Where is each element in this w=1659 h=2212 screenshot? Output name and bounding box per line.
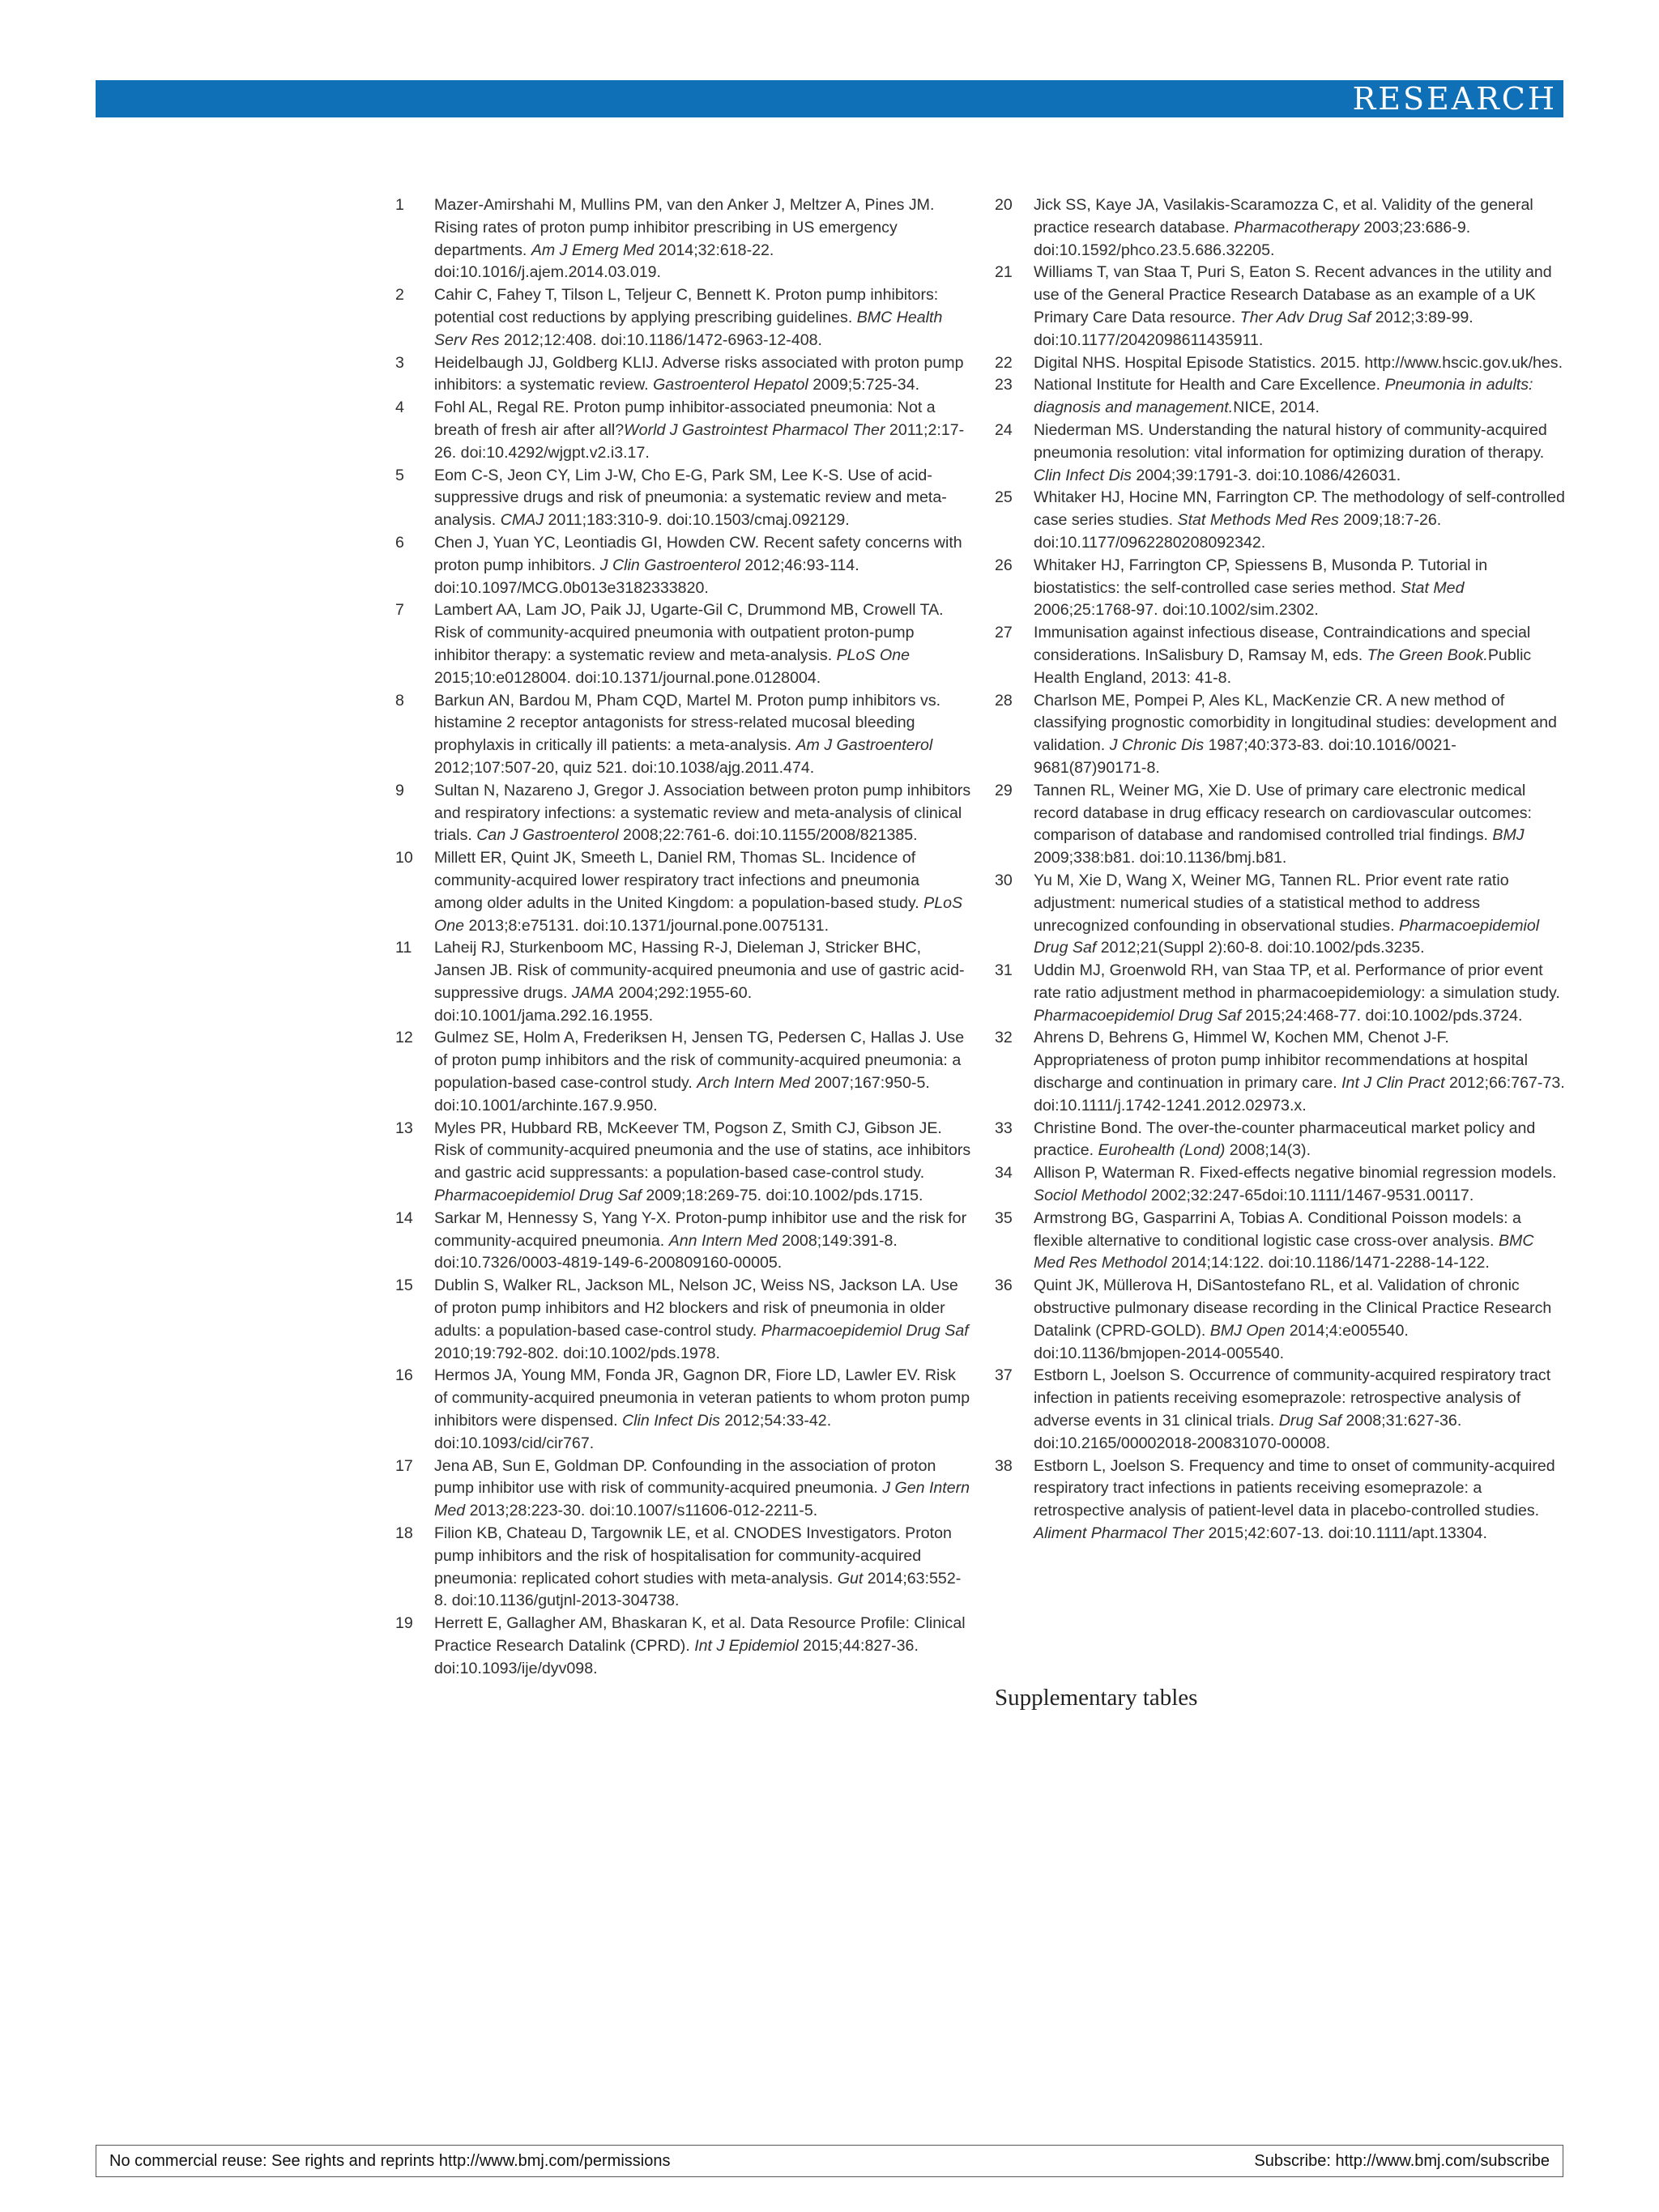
supplementary-tables-heading: Supplementary tables bbox=[995, 1685, 1198, 1711]
journal-title: Stat Med bbox=[1401, 578, 1465, 597]
reference-fragment: Christine Bond. The over-the-counter pharmaceutical market policy and practice. bbox=[1034, 1119, 1536, 1160]
reference-text bbox=[434, 1208, 972, 1275]
journal-title: Gut bbox=[837, 1569, 864, 1588]
reference-item bbox=[395, 847, 972, 937]
reference-text bbox=[434, 1027, 972, 1117]
reference-item bbox=[995, 487, 1565, 554]
reference-fragment: 2012;46:93-114. doi:10.1097/MCG.0b013e3182333820. bbox=[434, 556, 859, 597]
journal-title: Clin Infect Dis bbox=[622, 1412, 720, 1430]
reference-item bbox=[395, 780, 972, 847]
reference-number: 14 bbox=[395, 1208, 413, 1227]
reference-fragment: Estborn L, Joelson S. Occurrence of community-acquired respiratory tract infection in patients receiving esomeprazole: retrospective analysis of adverse events in 31 clinical trials. bbox=[1034, 1366, 1551, 1430]
reference-item bbox=[395, 397, 972, 464]
reference-fragment: Quint JK, Müllerova H, DiSantostefano RL, et al. Validation of chronic obstructive pulmonary disease recording in the Clinical Practice Research Datalink (CPRD-GOLD). bbox=[1034, 1276, 1552, 1340]
reference-item bbox=[395, 532, 972, 599]
reference-number: 28 bbox=[995, 691, 1013, 710]
reference-fragment: 2011;2:17-26. doi:10.4292/wjgpt.v2.i3.17. bbox=[434, 420, 965, 462]
reference-fragment: 2014;32:618-22. doi:10.1016/j.ajem.2014.03.019. bbox=[434, 241, 774, 282]
reference-fragment: Cahir C, Fahey T, Tilson L, Teljeur C, Bennett K. Proton pump inhibitors: potential cost reductions by applying prescribing guidelines. bbox=[434, 286, 939, 326]
reference-fragment: 2007;167:950-5. doi:10.1001/archinte.167.9.950. bbox=[434, 1074, 930, 1115]
reference-text bbox=[434, 532, 972, 599]
reference-number: 35 bbox=[995, 1208, 1013, 1227]
reference-number: 36 bbox=[995, 1276, 1013, 1295]
reference-text bbox=[1034, 420, 1565, 487]
reference-number: 23 bbox=[995, 376, 1013, 394]
page-footer bbox=[96, 2145, 1563, 2177]
reference-fragment: 2012;3:89-99. doi:10.1177/2042098611435911. bbox=[1034, 308, 1473, 349]
reference-text bbox=[434, 1365, 972, 1455]
reference-number: 7 bbox=[395, 601, 404, 620]
reference-fragment: 2015;10:e0128004. doi:10.1371/journal.pone.0128004. bbox=[434, 668, 821, 687]
reference-fragment: Charlson ME, Pompei P, Ales KL, MacKenzie CR. A new method of classifying prognostic comorbidity in longitudinal studies: development and validation. bbox=[1034, 691, 1557, 755]
reference-fragment: Laheij RJ, Sturkenboom MC, Hassing R-J, Dieleman J, Stricker BHC, Jansen JB. Risk of community-acquired pneumonia and use of gastric acid-suppressive drugs. bbox=[434, 939, 965, 1002]
reference-item bbox=[395, 690, 972, 780]
reference-fragment: Immunisation against infectious disease, Contraindications and special considerations. InSalisbury D, Ramsay M, eds. bbox=[1034, 624, 1531, 664]
reference-text bbox=[1034, 352, 1565, 375]
reference-number: 30 bbox=[995, 871, 1013, 889]
reference-fragment: NICE, 2014. bbox=[1233, 399, 1320, 417]
reference-item bbox=[395, 352, 972, 398]
reference-fragment: Lambert AA, Lam JO, Paik JJ, Ugarte-Gil C, Drummond MB, Crowell TA. Risk of community-acquired pneumonia with outpatient proton-pump inhibitor therapy: a systematic review and meta-analysis. bbox=[434, 601, 944, 664]
reference-fragment: 2014;4:e005540. doi:10.1136/bmjopen-2014-005540. bbox=[1034, 1321, 1409, 1362]
reference-item bbox=[995, 1455, 1565, 1545]
reference-fragment: 2009;18:7-26. doi:10.1177/0962280208092342. bbox=[1034, 511, 1442, 552]
reference-number: 9 bbox=[395, 781, 404, 799]
reference-item bbox=[395, 937, 972, 1027]
reference-item bbox=[995, 1118, 1565, 1163]
journal-title: Ther Adv Drug Saf bbox=[1239, 308, 1371, 326]
reference-fragment: 2015;44:827-36. doi:10.1093/ije/dyv098. bbox=[434, 1637, 919, 1677]
reference-text bbox=[434, 1455, 972, 1523]
reference-number: 12 bbox=[395, 1029, 413, 1047]
reference-fragment: Estborn L, Joelson S. Frequency and time to onset of community-acquired respiratory tract infections in patients receiving esomeprazole: a retrospective analysis of patient-level data in placebo-controlled studies. bbox=[1034, 1456, 1555, 1520]
reference-number: 3 bbox=[395, 353, 404, 372]
reference-number: 38 bbox=[995, 1456, 1013, 1475]
reference-fragment: 2008;14(3). bbox=[1225, 1141, 1311, 1160]
reference-fragment: Whitaker HJ, Farrington CP, Spiessens B, Musonda P. Tutorial in biostatistics: the self-controlled case series method. bbox=[1034, 556, 1488, 597]
reference-number: 5 bbox=[395, 466, 404, 484]
reference-fragment: 2006;25:1768-97. doi:10.1002/sim.2302. bbox=[1034, 601, 1319, 620]
reference-item bbox=[395, 1613, 972, 1680]
reference-fragment: Digital NHS. Hospital Episode Statistics. 2015. http://www.hscic.gov.uk/hes. bbox=[1034, 353, 1563, 372]
reference-fragment: 2002;32:247-65doi:10.1111/1467-9531.00117. bbox=[1146, 1187, 1474, 1205]
reference-fragment: Heidelbaugh JJ, Goldberg KLIJ. Adverse risks associated with proton pump inhibitors: a systematic review. bbox=[434, 353, 964, 394]
journal-title: Sociol Methodol bbox=[1034, 1187, 1147, 1205]
journal-title: J Clin Gastroenterol bbox=[599, 556, 740, 574]
reference-fragment: 2009;5:725-34. bbox=[808, 376, 920, 394]
reference-fragment: Ahrens D, Behrens G, Himmel W, Kochen MM, Chenot J-F. Appropriateness of proton pump inhibitor recommendations at hospital discharge and continuation in primary care. bbox=[1034, 1029, 1528, 1093]
footer-subscribe-text: Subscribe: http://www.bmj.com/subscribe bbox=[1254, 2151, 1550, 2170]
reference-text bbox=[1034, 555, 1565, 622]
reference-fragment: Jena AB, Sun E, Goldman DP. Confounding in the association of proton pump inhibitor use with risk of community-acquired pneumonia. bbox=[434, 1456, 936, 1498]
reference-fragment: 2008;22:761-6. doi:10.1155/2008/821385. bbox=[618, 826, 918, 845]
reference-fragment: 2008;31:627-36. doi:10.2165/00002018-200831070-00008. bbox=[1034, 1412, 1462, 1452]
reference-item bbox=[995, 352, 1565, 375]
reference-fragment: 2012;54:33-42. doi:10.1093/cid/cir767. bbox=[434, 1412, 832, 1452]
journal-title: Pharmacoepidemiol Drug Saf bbox=[1034, 1006, 1241, 1025]
journal-title: Arch Intern Med bbox=[697, 1074, 810, 1093]
reference-number: 16 bbox=[395, 1366, 413, 1385]
reference-item bbox=[395, 284, 972, 352]
reference-item bbox=[395, 1118, 972, 1208]
journal-title: Int J Epidemiol bbox=[694, 1637, 799, 1655]
journal-title: Int J Clin Pract bbox=[1341, 1074, 1445, 1093]
reference-item bbox=[995, 1027, 1565, 1117]
journal-title: BMJ Open bbox=[1209, 1321, 1286, 1340]
reference-number: 19 bbox=[395, 1614, 413, 1633]
journal-title: BMJ bbox=[1492, 826, 1525, 845]
reference-text bbox=[1034, 487, 1565, 554]
reference-item bbox=[995, 1365, 1565, 1455]
reference-text bbox=[434, 284, 972, 352]
reference-number: 34 bbox=[995, 1164, 1013, 1183]
reference-text bbox=[1034, 780, 1565, 870]
reference-text bbox=[434, 1275, 972, 1365]
reference-item bbox=[395, 1275, 972, 1365]
reference-text bbox=[434, 937, 972, 1027]
reference-fragment: 2009;18:269-75. doi:10.1002/pds.1715. bbox=[641, 1187, 923, 1205]
journal-title: Ann Intern Med bbox=[668, 1231, 778, 1250]
reference-fragment: Public Health England, 2013: 41-8. bbox=[1034, 646, 1532, 687]
reference-item bbox=[995, 374, 1565, 420]
reference-fragment: 2014;14:122. doi:10.1186/1471-2288-14-122. bbox=[1166, 1254, 1490, 1272]
reference-fragment: 2015;42:607-13. doi:10.1111/apt.13304. bbox=[1204, 1524, 1487, 1543]
reference-fragment: 2012;12:408. doi:10.1186/1472-6963-12-408. bbox=[499, 330, 822, 349]
reference-fragment: Gulmez SE, Holm A, Frederiksen H, Jensen TG, Pedersen C, Hallas J. Use of proton pump inhibitors and the risk of community-acquired pneumonia: a population-based case-control study. bbox=[434, 1029, 965, 1093]
reference-fragment: 2012;21(Suppl 2):60-8. doi:10.1002/pds.3235. bbox=[1096, 939, 1425, 957]
journal-title: CMAJ bbox=[500, 511, 544, 530]
reference-fragment: Eom C-S, Jeon CY, Lim J-W, Cho E-G, Park SM, Lee K-S. Use of acid-suppressive drugs and risk of pneumonia: a systematic review and meta-analysis. bbox=[434, 466, 947, 530]
reference-fragment: Whitaker HJ, Hocine MN, Farrington CP. The methodology of self-controlled case series studies. bbox=[1034, 488, 1565, 530]
reference-fragment: 2004;292:1955-60. doi:10.1001/jama.292.16.1955. bbox=[434, 983, 753, 1025]
journal-title: Eurohealth (Lond) bbox=[1098, 1141, 1226, 1160]
reference-number: 22 bbox=[995, 353, 1013, 372]
references-left-column bbox=[395, 194, 972, 1681]
reference-item bbox=[995, 420, 1565, 487]
reference-item bbox=[995, 870, 1565, 960]
reference-fragment: 2010;19:792-802. doi:10.1002/pds.1978. bbox=[434, 1344, 720, 1362]
journal-title: Pneumonia in adults: diagnosis and management. bbox=[1034, 376, 1533, 417]
reference-text bbox=[1034, 262, 1565, 352]
reference-number: 26 bbox=[995, 556, 1013, 574]
reference-item bbox=[995, 690, 1565, 780]
reference-item bbox=[995, 262, 1565, 352]
journal-title: BMC Med Res Methodol bbox=[1034, 1231, 1534, 1272]
reference-fragment: Millett ER, Quint JK, Smeeth L, Daniel RM, Thomas SL. Incidence of community-acquired lower respiratory tract infections and pneumonia among older adults in the United Kingdom: a population-based study. bbox=[434, 849, 924, 912]
reference-fragment: Dublin S, Walker RL, Jackson ML, Nelson JC, Weiss NS, Jackson LA. Use of proton pump inhibitors and H2 blockers and risk of pneumonia in older adults: a population-based case-control study. bbox=[434, 1276, 958, 1340]
journal-title: Am J Gastroenterol bbox=[795, 736, 933, 755]
reference-number: 6 bbox=[395, 533, 404, 552]
journal-title: Pharmacotherapy bbox=[1234, 218, 1359, 237]
footer-permissions-text: No commercial reuse: See rights and reprints http://www.bmj.com/permissions bbox=[109, 2151, 671, 2170]
reference-text bbox=[434, 1523, 972, 1613]
reference-item bbox=[395, 465, 972, 532]
section-banner bbox=[96, 80, 1563, 117]
reference-fragment: Tannen RL, Weiner MG, Xie D. Use of primary care electronic medical record database in drug efficacy research on cardiovascular outcomes: comparison of database and randomised controlled trial findings. bbox=[1034, 781, 1532, 845]
reference-number: 15 bbox=[395, 1276, 413, 1295]
reference-fragment: Herrett E, Gallagher AM, Bhaskaran K, et al. Data Resource Profile: Clinical Practice Research Datalink (CPRD). bbox=[434, 1614, 966, 1655]
reference-fragment: 2011;183:310-9. doi:10.1503/cmaj.092129. bbox=[544, 511, 850, 530]
reference-number: 37 bbox=[995, 1366, 1013, 1385]
reference-fragment: 2004;39:1791-3. doi:10.1086/426031. bbox=[1131, 466, 1401, 484]
reference-text bbox=[1034, 870, 1565, 960]
reference-fragment: Filion KB, Chateau D, Targownik LE, et al. CNODES Investigators. Proton pump inhibitors and the risk of hospitalisation for community-acquired pneumonia: replicated cohort studies with meta-analysis. bbox=[434, 1524, 952, 1588]
journal-title: World J Gastrointest Pharmacol Ther bbox=[624, 420, 885, 439]
reference-fragment: 2003;23:686-9. doi:10.1592/phco.23.5.686.32205. bbox=[1034, 218, 1471, 259]
reference-text bbox=[434, 352, 972, 398]
reference-fragment: Chen J, Yuan YC, Leontiadis GI, Howden CW. Recent safety concerns with proton pump inhibitors. bbox=[434, 533, 962, 574]
reference-item bbox=[395, 1027, 972, 1117]
reference-text bbox=[1034, 1118, 1565, 1163]
reference-text bbox=[1034, 1275, 1565, 1365]
reference-fragment: Fohl AL, Regal RE. Proton pump inhibitor-associated pneumonia: Not a breath of fresh air after all? bbox=[434, 399, 936, 439]
reference-text bbox=[1034, 194, 1565, 262]
reference-fragment: Sultan N, Nazareno J, Gregor J. Association between proton pump inhibitors and respiratory infections: a systematic review and meta-analysis of clinical trials. bbox=[434, 781, 971, 845]
reference-item bbox=[995, 555, 1565, 622]
reference-item bbox=[995, 1162, 1565, 1208]
journal-title: Pharmacoepidemiol Drug Saf bbox=[761, 1321, 969, 1340]
reference-fragment: Barkun AN, Bardou M, Pham CQD, Martel M. Proton pump inhibitors vs. histamine 2 receptor antagonists for stress-related mucosal bleeding prophylaxis in critically ill patients: a meta-analysis. bbox=[434, 691, 941, 755]
reference-item bbox=[995, 1275, 1565, 1365]
reference-text bbox=[434, 1613, 972, 1680]
journal-title: The Green Book. bbox=[1367, 646, 1488, 664]
journal-title: Pharmacoepidemiol Drug Saf bbox=[1034, 916, 1540, 957]
reference-number: 25 bbox=[995, 488, 1013, 507]
reference-number: 11 bbox=[395, 939, 412, 957]
reference-item bbox=[995, 1208, 1565, 1275]
reference-number: 8 bbox=[395, 691, 404, 710]
reference-text bbox=[434, 847, 972, 937]
reference-fragment: 2012;66:767-73. doi:10.1111/j.1742-1241.2012.02973.x. bbox=[1034, 1074, 1565, 1115]
reference-number: 2 bbox=[395, 286, 404, 305]
journal-title: Stat Methods Med Res bbox=[1177, 511, 1339, 530]
reference-fragment: Armstrong BG, Gasparrini A, Tobias A. Conditional Poisson models: a flexible alternative to conditional logistic case cross-over analysis. bbox=[1034, 1208, 1521, 1250]
reference-number: 32 bbox=[995, 1029, 1013, 1047]
reference-number: 10 bbox=[395, 849, 413, 867]
reference-item bbox=[995, 960, 1565, 1027]
reference-fragment: Uddin MJ, Groenwold RH, van Staa TP, et al. Performance of prior event rate ratio adjustment method in pharmacoepidemiology: a simulation study. bbox=[1034, 961, 1560, 1002]
reference-fragment: 2014;63:552-8. doi:10.1136/gutjnl-2013-304738. bbox=[434, 1569, 962, 1610]
reference-text bbox=[1034, 1365, 1565, 1455]
journal-title: PLoS One bbox=[836, 646, 911, 664]
journal-title: JAMA bbox=[571, 983, 615, 1002]
reference-fragment: Jick SS, Kaye JA, Vasilakis-Scaramozza C, et al. Validity of the general practice research database. bbox=[1034, 196, 1533, 237]
references-right-column bbox=[995, 194, 1565, 1545]
reference-number: 13 bbox=[395, 1119, 413, 1137]
reference-fragment: 1987;40:373-83. doi:10.1016/0021-9681(87)90171-8. bbox=[1034, 736, 1456, 777]
reference-text bbox=[1034, 374, 1565, 420]
reference-number: 21 bbox=[995, 263, 1013, 282]
reference-fragment: 2008;149:391-8. doi:10.7326/0003-4819-149-6-200809160-00005. bbox=[434, 1231, 898, 1272]
reference-text bbox=[1034, 1208, 1565, 1275]
reference-number: 24 bbox=[995, 420, 1013, 439]
journal-title: PLoS One bbox=[434, 893, 963, 935]
reference-text bbox=[1034, 1027, 1565, 1117]
reference-text bbox=[434, 1118, 972, 1208]
reference-text bbox=[434, 780, 972, 847]
reference-fragment: National Institute for Health and Care Excellence. bbox=[1034, 376, 1385, 394]
reference-fragment: Sarkar M, Hennessy S, Yang Y-X. Proton-pump inhibitor use and the risk for community-acquired pneumonia. bbox=[434, 1208, 967, 1250]
journal-title: Pharmacoepidemiol Drug Saf bbox=[434, 1187, 642, 1205]
journal-title: Aliment Pharmacol Ther bbox=[1034, 1524, 1205, 1543]
reference-fragment: Allison P, Waterman R. Fixed-effects negative binomial regression models. bbox=[1034, 1164, 1557, 1183]
reference-fragment: Williams T, van Staa T, Puri S, Eaton S. Recent advances in the utility and use of the General Practice Research Database as an example of a UK Primary Care Data resource. bbox=[1034, 263, 1552, 326]
reference-fragment: 2015;24:468-77. doi:10.1002/pds.3724. bbox=[1240, 1006, 1523, 1025]
reference-item bbox=[395, 599, 972, 689]
reference-number: 4 bbox=[395, 399, 404, 417]
reference-fragment: 2012;107:507-20, quiz 521. doi:10.1038/ajg.2011.474. bbox=[434, 758, 815, 777]
journal-title: Drug Saf bbox=[1278, 1412, 1342, 1430]
reference-item bbox=[395, 1208, 972, 1275]
reference-number: 29 bbox=[995, 781, 1013, 799]
reference-text bbox=[434, 690, 972, 780]
reference-number: 20 bbox=[995, 196, 1013, 214]
reference-number: 17 bbox=[395, 1456, 413, 1475]
reference-fragment: Mazer-Amirshahi M, Mullins PM, van den Anker J, Meltzer A, Pines JM. Rising rates of proton pump inhibitor prescribing in US emergency departments. bbox=[434, 196, 935, 259]
reference-text bbox=[1034, 690, 1565, 780]
journal-title: J Gen Intern Med bbox=[434, 1479, 970, 1520]
reference-number: 18 bbox=[395, 1524, 413, 1543]
journal-title: Gastroenterol Hepatol bbox=[653, 376, 808, 394]
journal-title: Clin Infect Dis bbox=[1034, 466, 1132, 484]
reference-text bbox=[1034, 960, 1565, 1027]
reference-text bbox=[1034, 1162, 1565, 1208]
reference-fragment: 2013;8:e75131. doi:10.1371/journal.pone.0075131. bbox=[464, 916, 830, 935]
journal-title: J Chronic Dis bbox=[1109, 736, 1205, 755]
journal-title: BMC Health Serv Res bbox=[434, 308, 943, 349]
journal-title: Can J Gastroenterol bbox=[476, 826, 619, 845]
reference-fragment: Hermos JA, Young MM, Fonda JR, Gagnon DR, Fiore LD, Lawler EV. Risk of community-acquired pneumonia in veteran patients to whom proton pump inhibitors were dispensed. bbox=[434, 1366, 970, 1430]
reference-fragment: Myles PR, Hubbard RB, McKeever TM, Pogson Z, Smith CJ, Gibson JE. Risk of community-acquired pneumonia and the use of statins, ace inhibitors and gastric acid suppressants: a population-based case-control study. bbox=[434, 1119, 971, 1183]
journal-title: Am J Emerg Med bbox=[531, 241, 655, 259]
reference-item bbox=[995, 194, 1565, 262]
reference-text bbox=[1034, 1455, 1565, 1545]
reference-number: 33 bbox=[995, 1119, 1013, 1137]
reference-item bbox=[395, 1523, 972, 1613]
reference-fragment: 2013;28:223-30. doi:10.1007/s11606-012-2211-5. bbox=[465, 1502, 818, 1520]
reference-number: 31 bbox=[995, 961, 1013, 980]
reference-item bbox=[395, 194, 972, 284]
reference-fragment: 2009;338:b81. doi:10.1136/bmj.b81. bbox=[1034, 849, 1287, 867]
reference-item bbox=[395, 1365, 972, 1455]
reference-item bbox=[995, 622, 1565, 689]
section-label: RESEARCH bbox=[1352, 81, 1557, 117]
reference-text bbox=[434, 397, 972, 464]
reference-text bbox=[434, 465, 972, 532]
reference-item bbox=[395, 1455, 972, 1523]
reference-number: 1 bbox=[395, 196, 404, 214]
reference-number: 27 bbox=[995, 624, 1013, 642]
reference-text bbox=[434, 194, 972, 284]
reference-fragment: Niederman MS. Understanding the natural history of community-acquired pneumonia resolution: vital information for optimizing duration of therapy. bbox=[1034, 420, 1547, 462]
reference-text bbox=[1034, 622, 1565, 689]
reference-text bbox=[434, 599, 972, 689]
reference-item bbox=[995, 780, 1565, 870]
reference-fragment: Yu M, Xie D, Wang X, Weiner MG, Tannen RL. Prior event rate ratio adjustment: numerical studies of a statistical method to address unrecognized confounding in observational studies. bbox=[1034, 871, 1509, 935]
